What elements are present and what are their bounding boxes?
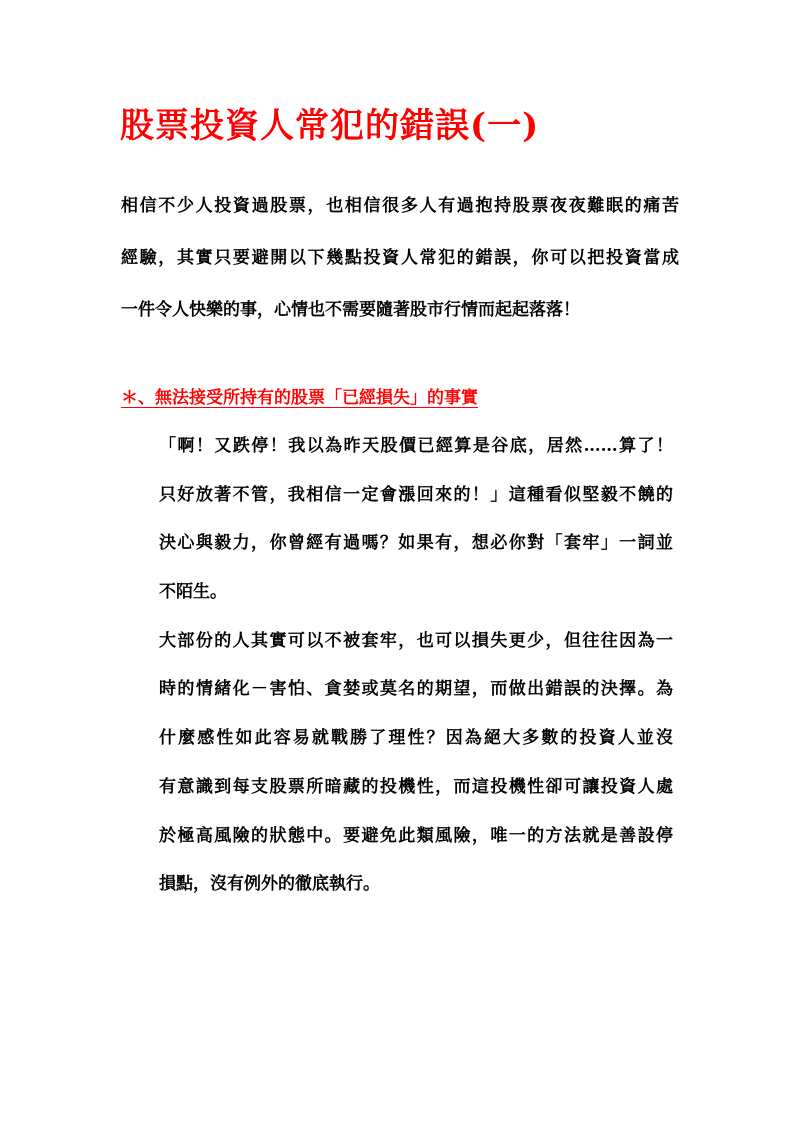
body-line: 於極高風險的狀態中。要避免此類風險，唯一的方法就是善設停: [159, 825, 673, 846]
section-body: [159, 422, 673, 909]
body-line: 不陌生。: [159, 582, 227, 603]
intro-line: 相信不少人投資過股票，也相信很多人有過抱持股票夜夜難眠的痛苦: [121, 196, 679, 216]
body-line: 大部份的人其實可以不被套牢，也可以損失更少，但往往因為一: [159, 630, 673, 651]
section-heading: ＊、無法接受所持有的股票「已經損失」的事實: [121, 388, 478, 408]
body-line: 只好放著不管，我相信一定會漲回來的！」這種看似堅毅不饒的: [159, 484, 673, 505]
intro-line: 一件令人快樂的事，心情也不需要隨著股市行情而起起落落！: [121, 300, 580, 320]
body-line: 什麼感性如此容易就戰勝了理性？因為絕大多數的投資人並沒: [159, 728, 673, 749]
body-line: 有意識到每支股票所暗藏的投機性，而這投機性卻可讓投資人處: [159, 776, 673, 797]
page-title: 股票投資人常犯的錯誤(一): [120, 106, 540, 146]
intro-paragraph: [121, 180, 679, 336]
intro-line: 經驗，其實只要避開以下幾點投資人常犯的錯誤，你可以把投資當成: [121, 248, 679, 268]
body-line: 「啊！又跌停！我以為昨天股價已經算是谷底，居然……算了！: [159, 436, 673, 456]
body-line: 時的情緒化－害怕、貪婪或莫名的期望，而做出錯誤的決擇。為: [159, 679, 673, 700]
body-line: 損點，沒有例外的徹底執行。: [159, 874, 380, 895]
body-line: 決心與毅力，你曾經有過嗎？如果有，想必你對「套牢」一詞並: [159, 533, 673, 554]
